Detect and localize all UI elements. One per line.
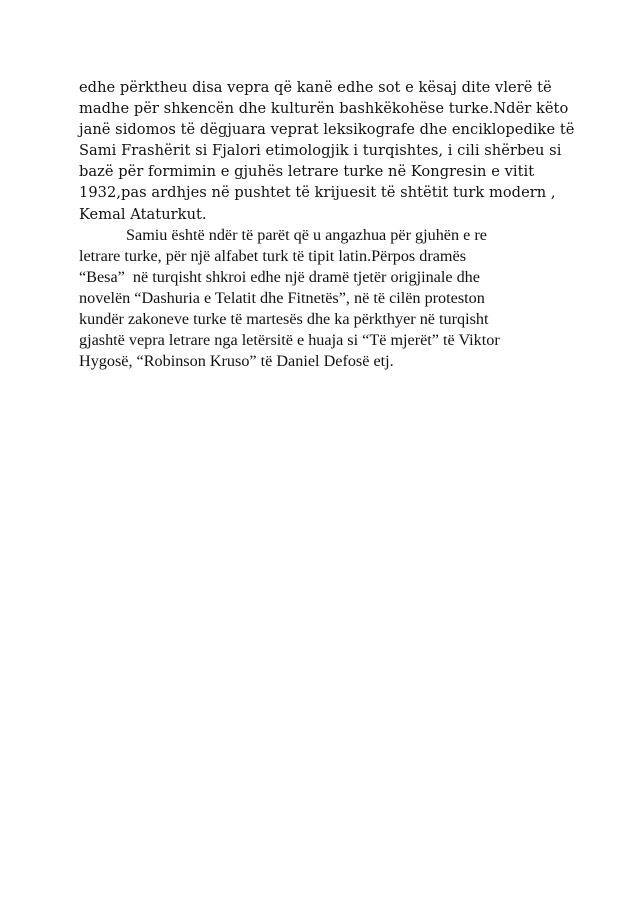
text-line: bazë për formimin e gjuhës letrare turke në Kongresin e vitit — [79, 163, 535, 181]
text-line: Sami Frashërit si Fjalori etimologjik i turqishtes, i cili shërbeu si — [79, 142, 562, 160]
text-line: Kemal Ataturkut. — [79, 205, 207, 223]
text-line: edhe përktheu disa vepra që kanë edhe sot e kësaj dite vlerë të — [79, 79, 552, 96]
text-line: kundër zakoneve turke të martesës dhe ka përkthyer në turqisht — [79, 310, 489, 329]
text-line: Hygosë, “Robinson Kruso” të Daniel Defosë etj. — [79, 352, 394, 371]
text-line: madhe për shkencën dhe kulturën bashkëkohëse turke.Ndër këto — [79, 100, 569, 118]
text-line: 1932,pas ardhjes në pushtet të krijuesit të shtëtit turk modern , — [79, 184, 556, 202]
text-line: “Besa” në turqisht shkroi edhe një dramë tjetër origjinale dhe — [79, 267, 480, 286]
text-line: novelën “Dashuria e Telatit dhe Fitnetës”, në të cilën proteston — [79, 288, 485, 307]
text-line: Samiu është ndër të parët që u angazhua për gjuhën e re — [126, 225, 487, 244]
paragraph-1 — [79, 77, 575, 225]
text-line: gjashtë vepra letrare nga letërsitë e huaja si “Të mjerët” të Viktor — [79, 331, 500, 350]
paragraph-2 — [79, 225, 569, 373]
document-body — [79, 77, 575, 372]
text-line: janë sidomos të dëgjuara veprat leksikografe dhe enciklopedike të — [79, 121, 575, 139]
text-line: letrare turke, për një alfabet turk të tipit latin.Përpos dramës — [79, 246, 467, 265]
